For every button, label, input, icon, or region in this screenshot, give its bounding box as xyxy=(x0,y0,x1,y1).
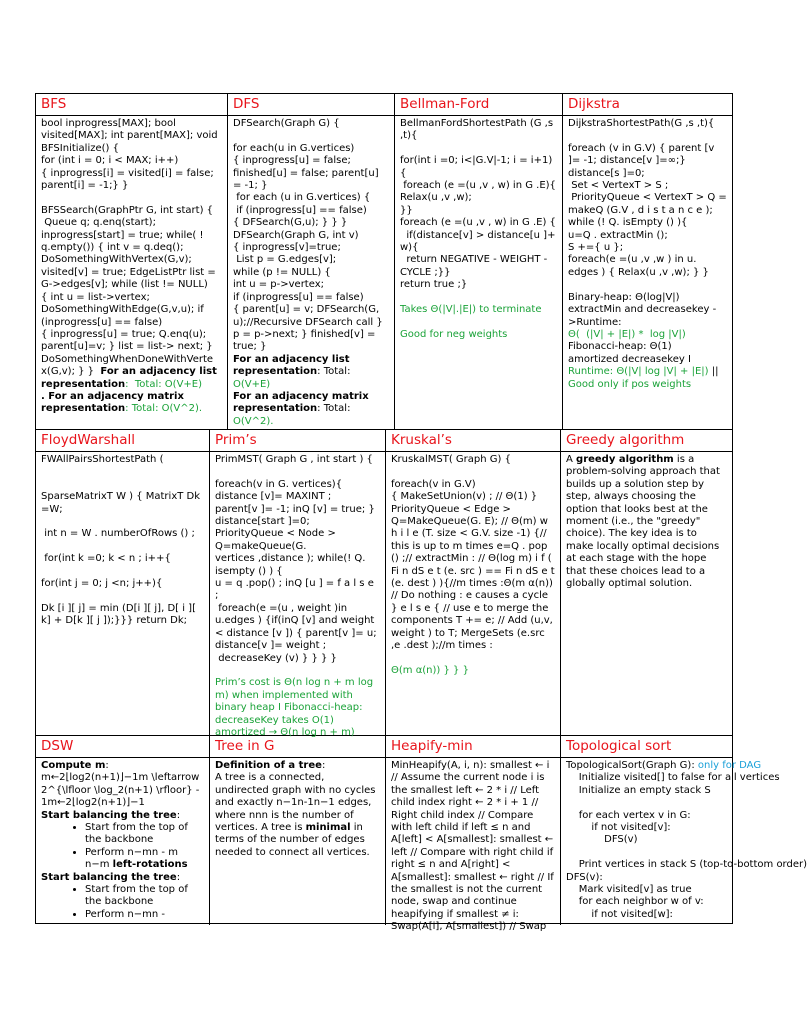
tree-def-colon: : xyxy=(321,760,326,771)
dfs-cell xyxy=(228,94,395,429)
topological-sort-dag-note: only for DAG xyxy=(697,760,762,771)
bellman-ford-body xyxy=(395,116,562,429)
topological-sort-title: Topological sort xyxy=(561,736,732,758)
dsw-body xyxy=(36,758,209,925)
greedy-pre: A xyxy=(566,454,577,465)
dijkstra-fibonacci: Fibonacci-heap: Θ(1) amortized decreasekey I xyxy=(568,341,691,365)
dsw-steps-b xyxy=(41,884,204,921)
kruskals-cost-note: Θ(m α(n)) } } } xyxy=(391,664,469,676)
floyd-warshall-title: FloydWarshall xyxy=(36,430,209,452)
tree-text-pre: A tree is a connected, undirected graph with no cycles and exactly n−1n-1n−1 edges, where nnn is the number of vertices. A tree is xyxy=(215,772,376,834)
tree-definition xyxy=(215,772,380,859)
topological-sort-body xyxy=(561,758,807,925)
bfs-adj-list-label: For an adjacency list representation xyxy=(41,366,221,390)
heapify-code: MinHeapify(A, i, n): smallest ← i // Assume the current node i is the smallest left ← 2 * i // Left child index right ← 2 * i + 1 // Right child index // Compare with left child if left ≤ n and A[left] < A[smallest]: smallest ← left // Compare with right child if right ≤ n and A[right] < A[smallest]: smallest ← right // If the smallest is not the current node, swap and continue heapifying if smallest ≠ i: Swap(A[i], A[smallest]) // Swap xyxy=(391,760,554,933)
tree-def-heading xyxy=(215,760,380,772)
dijkstra-code: DijkstraShortestPath(G ,s ,t){ foreach (v in G.V) { parent [v ]= -1; distance[v ]=∞;} distance[s ]=0; Set < VertexT > S ; PriorityQueue < VertexT > Q = makeQ (G.V , d i s t a n c e ); while (! Q. isEmpty () ){ u=Q . extractMin (); S +={ u }; foreach(e =(u ,v ,w ) in u. edges ) { Relax(u ,v ,w); } } Binary-heap: Θ(log|V|) extractMin and decreasekey - >Runtime: xyxy=(568,118,727,328)
dsw-start-b xyxy=(41,872,204,884)
dfs-adj-list-total-prefix: : Total: xyxy=(317,366,351,378)
dsw-start-balancing-b: Start balancing the tree xyxy=(41,871,177,883)
greedy-title: Greedy algorithm xyxy=(561,430,732,452)
dfs-adj-matrix-label: For an adjacency matrix representation xyxy=(233,390,373,415)
bfs-adj-matrix-label: . For an adjacency matrix representation xyxy=(41,390,188,415)
dsw-start-a xyxy=(41,810,204,822)
dfs-adj-matrix-total-value: O(V^2). xyxy=(233,415,274,427)
dsw-compute-label: Compute m xyxy=(41,760,106,771)
topological-sort-cell xyxy=(561,736,807,925)
bfs-adj-matrix-total: : Total: O(V^2). xyxy=(125,403,203,415)
list-item: • Start from the top of the backbone xyxy=(85,884,204,909)
dfs-adj-matrix-total-prefix: : Total: xyxy=(317,403,351,415)
dsw-compute xyxy=(41,760,204,772)
dsw-compute-sep: : xyxy=(105,760,109,771)
dijkstra-runtime-fibonacci: Runtime: Θ(|V| log |V| + |E|) xyxy=(568,366,709,378)
table-row xyxy=(36,94,732,430)
dsw-left-rotations: left-rotations xyxy=(112,859,188,871)
prims-title: Prim’s xyxy=(210,430,385,452)
bfs-adj-list-total: : Total: O(V+E) xyxy=(125,378,203,390)
greedy-text: is a problem-solving approach that builds up a solution step by step, always choosing the option that looks best at the moment (i.e., the "greedy" choice). The key idea is to make locally optimal decisions at each stage with the hope that these choices lead to a globally optimal solution. xyxy=(566,454,720,590)
dfs-adj-list-total-value: O(V+E) xyxy=(233,378,271,390)
dsw-steps-a xyxy=(41,822,204,872)
table-row xyxy=(36,430,732,736)
dsw-start-balancing-a: Start balancing the tree xyxy=(41,809,177,821)
list-item: • Start from the top of the backbone xyxy=(85,822,204,847)
prims-body xyxy=(210,452,385,739)
bfs-title: BFS xyxy=(36,94,227,116)
bfs-cell xyxy=(36,94,228,429)
tree-def-label: Definition of a tree xyxy=(215,760,322,771)
bfs-code: bool inprogress[MAX]; bool visited[MAX]; int parent[MAX]; void BFSInitialize() { for (int i = 0; i < MAX; i++) { inprogress[i] = visited[i] = false; parent[i] = -1;} } BFSSearch(GraphPtr G, int start) { Queue q; q.enq(start); inprogress[start] = true; while( ! q.empty()) { int v = q.deq(); DoSomethingWithVertex(G,v); visited[v] = true; EdgeListPtr list = G->edges[v]; while (list != NULL) { int u = list->vertex; DoSomethingWithEdge(G,v,u); if (inprogress[u] == false) { inprogress[u] = true; Q.enq(u); parent[u]=v; } list = list-> next; } DoSomethingWhenDoneWithVerte x(G,v); } } xyxy=(41,118,218,378)
tree-title: Tree in G xyxy=(210,736,385,758)
bellman-ford-note-runtime: Takes Θ(|V|.|E|) to terminate xyxy=(400,304,542,316)
kruskals-cell xyxy=(386,430,561,735)
tree-text-post: in terms of the number of edges needed to connect all vertices. xyxy=(215,822,370,858)
dsw-perform-a-mid: n−m xyxy=(85,859,113,871)
topological-sort-signature: TopologicalSort(Graph G): xyxy=(566,760,698,771)
prims-code: PrimMST( Graph G , int start ) { foreach(v in G. vertices){ distance [v]= MAXINT ; parent[v ]= -1; inQ [v] = true; } distance[start ]=0; PriorityQueue < Node > Q=makeQueue(G. vertices ,distance ); while(! Q. isempty () ) { u = q .pop() ; inQ [u ] = f a l s e ; foreach(e =(u , weight )in u.edges ) {if(inQ [v] and weight < distance [v ]) { parent[v ]= u; distance[v ]= weight ; decreaseKey (v) } } } } xyxy=(215,454,377,664)
dfs-title: DFS xyxy=(228,94,394,116)
bellman-ford-code: BellmanFordShortestPath (G ,s ,t){ for(int i =0; i<|G.V|-1; i = i+1) { foreach (e =(u ,v , w) in G .E){ Relax(u ,v ,w); }} foreach (e =(u ,v , w) in G .E) { if(distance[v] > distance[u ]+ w){ return NEGATIVE - WEIGHT - CYCLE ;}} return true ;} xyxy=(400,118,556,291)
dijkstra-title: Dijkstra xyxy=(563,94,732,116)
topological-sort-code: Initialize visited[] to false for all vertices Initialize an empty stack S for each vertex v in G: if not visited[v]: DFS(v) Print vertices in stack S (top-to-bottom order) DFS(v): Mark visited[v] as true for each neighbor w of v: if not visited[w]: xyxy=(566,772,807,920)
greedy-body xyxy=(561,452,732,735)
prims-cell xyxy=(210,430,386,738)
bellman-ford-note-weights: Good for neg weights xyxy=(400,328,508,340)
dfs-adj-list-label: For an adjacency list representation xyxy=(233,353,353,378)
dfs-body xyxy=(228,116,394,429)
kruskals-code: KruskalMST( Graph G) { foreach(v in G.V) { MakeSetUnion(v) ; // Θ(1) } PriorityQueue < Edge > Q=MakeQueue(G. E); // Θ(m) w h i l e (T. size < G.V. size -1) {// this is up to m times e=Q . pop () ;// extractMin : // Θ(log m) i f ( Fi n dS e t (e. src ) == Fi n dS e t (e. dest ) ){//m times :Θ(m α(n)) // Do nothing : e causes a cycle } e l s e { // use e to merge the components T += e; // Add (u,v, weight ) to T; MergeSets (e.src ,e .dest );//m times : xyxy=(391,454,555,652)
heapify-cell xyxy=(386,736,561,933)
tree-body xyxy=(210,758,385,925)
bellman-ford-title: Bellman-Ford xyxy=(395,94,562,116)
dijkstra-body xyxy=(563,116,732,429)
kruskals-title: Kruskal’s xyxy=(386,430,560,452)
dsw-title: DSW xyxy=(36,736,209,758)
dsw-perform-a: Perform n−mn - m xyxy=(85,846,178,858)
greedy-term: greedy algorithm xyxy=(576,454,674,465)
tree-text-bold: minimal xyxy=(305,822,351,834)
heapify-title: Heapify-min xyxy=(386,736,560,758)
dsw-cell xyxy=(36,736,210,925)
table-row xyxy=(36,736,807,933)
list-item xyxy=(85,847,204,872)
dsw-colon-b: : xyxy=(176,871,181,883)
floyd-warshall-code: FWAllPairsShortestPath ( SparseMatrixT W ) { MatrixT Dk =W; int n = W . numberOfRows () ; for(int k =0; k < n ; i++{ for(int j = 0; j <n; j++){ Dk [i ][ j] = min (D[i ][ j], D[ i ][ k] + D[k ][ j ]);}}} return Dk; xyxy=(41,454,201,627)
dsw-formula: m←2⌊log2(n+1)⌋−1m \leftarrow 2^{\lfloor \log_2(n+1) \rfloor} - 1m←2⌊log2(n+1)⌋−1 xyxy=(41,772,200,809)
tree-cell xyxy=(210,736,386,925)
prims-cost-note: Prim’s cost is Θ(n log n + m log m) when implemented with binary heap I Fibonacci-heap: decreaseKey takes O(1) amortized → Θ(n log n + m) xyxy=(215,677,377,738)
cheat-sheet-table xyxy=(35,93,807,933)
floyd-warshall-cell xyxy=(36,430,210,735)
dijkstra-cell xyxy=(563,94,732,429)
greedy-cell xyxy=(561,430,732,735)
dijkstra-runtime-tail: || xyxy=(708,366,719,378)
dijkstra-note: Good only if pos weights xyxy=(568,378,692,390)
bellman-ford-cell xyxy=(395,94,563,429)
list-item: • Perform n−mn - xyxy=(85,909,204,921)
dfs-code: DFSearch(Graph G) { for each(u in G.vertices) { inprogress[u] = false; finished[u] = false; parent[u] = -1; } for each (u in G.vertices) { if (inprogress[u] == false) { DFSearch(G,u); } } } DFSearch(Graph G, int v) { inprogress[v]=true; List p = G.edges[v]; while (p != NULL) { int u = p->vertex; if (inprogress[u] == false) { parent[u] = v; DFSearch(G, u);//Recursive DFSearch call } p = p->next; } finished[v] = true; } xyxy=(233,118,383,353)
dsw-colon-a: : xyxy=(176,809,181,821)
kruskals-body xyxy=(386,452,560,735)
bfs-body xyxy=(36,116,227,429)
dijkstra-runtime-binary: Θ( (|V| + |E|) * log |V|) xyxy=(568,328,686,340)
